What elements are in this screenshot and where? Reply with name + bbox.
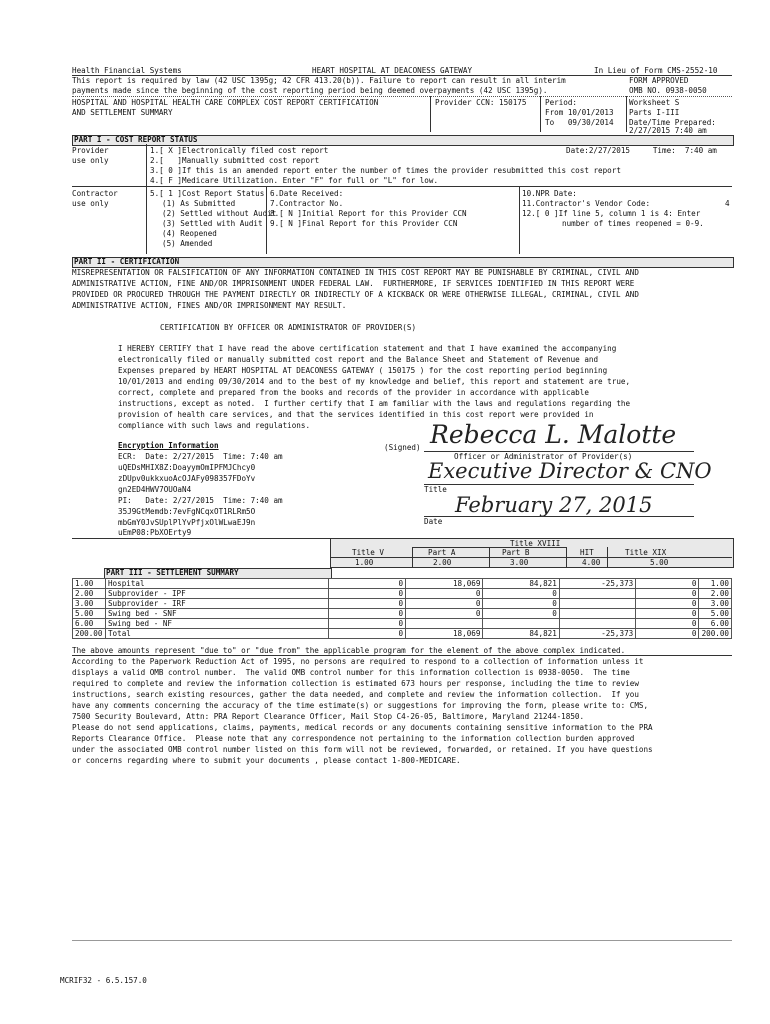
- ecr-line: ECR: Date: 2/27/2015 Time: 7:40 am: [118, 452, 283, 461]
- period-to: To 09/30/2014: [545, 118, 614, 127]
- c5-status: 5.[ 1 ]Cost Report Status: [150, 189, 265, 198]
- c12-reopened: 12.[ 0 ]If line 5, column 1 is 4: Enter: [522, 209, 701, 218]
- pi-code-2: mbGmY0JvSUplPlYvPfjxOlWLwaEJ9n: [118, 518, 256, 527]
- cert-line-4: 10/01/2013 and ending 09/30/2014 and to the best of my knowledge and belief, this report and statement are true,: [118, 377, 631, 386]
- header-right: In Lieu of Form CMS-2552-10: [594, 66, 718, 75]
- table-row: [73, 589, 732, 599]
- row-label: Total: [105, 629, 328, 639]
- row-value: 0: [636, 579, 699, 589]
- warning-line-4: ADMINISTRATIVE ACTION, FINES AND/OR IMPRISONMENT MAY RESULT.: [72, 301, 347, 310]
- c8-initial-report: 8.[ N ]Initial Report for this Provider CCN: [270, 209, 467, 218]
- row-label: Swing bed - SNF: [105, 609, 328, 619]
- paperwork-line: or concerns regarding where to submit your documents , please contact 1-800-MEDICARE.: [72, 756, 461, 765]
- col-part-a: Part A: [428, 548, 456, 557]
- c5-option-1: (1) As Submitted: [162, 199, 236, 208]
- row-value: 0: [636, 599, 699, 609]
- c6-date-received: 6.Date Received:: [270, 189, 344, 198]
- row-label: Hospital: [105, 579, 328, 589]
- paperwork-line: 7500 Security Boulevard, Attn: PRA Report Clearance Officer, Mail Stop C4-26-05, Baltimore, Maryland 21244-1850.: [72, 712, 585, 721]
- warning-line-3: PROVIDED OR PROCURED THROUGH THE PAYMENT DIRECTLY OR INDIRECTLY OF A KICKBACK OR WERE OTHERWISE ILLEGAL, CRIMINAL, CIVIL AND: [72, 290, 639, 299]
- footer-version: MCRIF32 - 6.5.157.0: [60, 976, 147, 985]
- row-value: 0: [636, 629, 699, 639]
- item4-utilization: 4.[ F ]Medicare Utilization. Enter "F" for full or "L" for low.: [150, 176, 439, 185]
- encryption-title: Encryption Information: [118, 441, 219, 450]
- cert-line-8: compliance with such laws and regulations.: [118, 421, 311, 430]
- c11-vendor-code: 11.Contractor's Vendor Code:: [522, 199, 651, 208]
- row-label: Subprovider - IPF: [105, 589, 328, 599]
- worksheet-label: Worksheet S: [629, 98, 680, 107]
- pi-code-3: uEmP08:PbXOErty9: [118, 528, 192, 537]
- col-title-v: Title V: [352, 548, 385, 557]
- cert-line-7: provision of health care services, and that the services identified in this cost report were provided in: [118, 410, 594, 419]
- worksheet-parts: Parts I-III: [629, 108, 680, 117]
- table-row: [73, 579, 732, 589]
- row-value: 0: [483, 609, 559, 619]
- col-num-1: 1.00: [355, 558, 374, 567]
- c5-option-2: (2) Settled without Audit: [162, 209, 277, 218]
- row-value: 0: [329, 599, 406, 609]
- c7-contractor-no: 7.Contractor No.: [270, 199, 344, 208]
- certification-title: HOSPITAL AND HOSPITAL HEALTH CARE COMPLEX COST REPORT CERTIFICATION: [72, 98, 379, 107]
- table-row: [73, 609, 732, 619]
- row-value: [406, 619, 483, 629]
- item3-amended: 3.[ 0 ]If this is an amended report enter the number of times the provider resubmitted this cost report: [150, 166, 621, 175]
- row-value: -25,373: [559, 579, 635, 589]
- header-law-line: This report is required by law (42 USC 1395g; 42 CFR 413.20(b)). Failure to report can result in all interim: [72, 76, 566, 85]
- paperwork-line: under the associated OMB control number listed on this form will not be reviewed, forwarded, or retained. If you have questions: [72, 745, 653, 754]
- row-value: 18,069: [406, 629, 483, 639]
- date-prepared-value: 2/27/2015 7:40 am: [629, 126, 707, 135]
- c9-final-report: 9.[ N ]Final Report for this Provider CCN: [270, 219, 458, 228]
- row-value: 0: [483, 599, 559, 609]
- col-num-2: 2.00: [433, 558, 452, 567]
- row-value: [559, 609, 635, 619]
- row-number: 5.00: [73, 609, 106, 619]
- col-num-5: 5.00: [650, 558, 669, 567]
- row-value: 0: [329, 619, 406, 629]
- row-number-right: 6.00: [699, 619, 732, 629]
- paperwork-line: Reports Clearance Office. Please note that any correspondence not pertaining to the information collection burden approved: [72, 734, 635, 743]
- c10-npr-date: 10.NPR Date:: [522, 189, 577, 198]
- row-number: 200.00: [73, 629, 106, 639]
- row-number: 3.00: [73, 599, 106, 609]
- form-approved: FORM APPROVED: [629, 76, 689, 85]
- c12-reopened-note: number of times reopened = 0-9.: [562, 219, 704, 228]
- ecr-code-1: uQEDsMHIX8Z:DoayymOmIPFMJChcy0: [118, 463, 256, 472]
- row-value: 0: [636, 609, 699, 619]
- warning-line-1: MISREPRESENTATION OR FALSIFICATION OF ANY INFORMATION CONTAINED IN THIS COST REPORT MAY BE PUNISHABLE BY CRIMINAL, CIVIL AND: [72, 268, 639, 277]
- row-value: [559, 619, 635, 629]
- date-label: Date: [424, 517, 443, 526]
- table-row: [73, 629, 732, 639]
- omb-number: OMB NO. 0938-0050: [629, 86, 707, 95]
- header-left: Health Financial Systems: [72, 66, 182, 75]
- certification-heading: CERTIFICATION BY OFFICER OR ADMINISTRATOR OF PROVIDER(S): [160, 323, 417, 332]
- settlement-summary-table: [72, 578, 732, 639]
- paperwork-line: Please do not send applications, claims, payments, medical records or any documents containing sensitive information to the PRA: [72, 723, 653, 732]
- paperwork-line: have any comments concerning the accuracy of the time estimate(s) or suggestions for improving the form, please write to: CMS,: [72, 701, 649, 710]
- row-value: 0: [329, 629, 406, 639]
- date-prepared-label: Date/Time Prepared:: [629, 118, 716, 127]
- row-value: 84,821: [483, 579, 559, 589]
- row-value: 0: [406, 589, 483, 599]
- title-xviii-header: Title XVIII: [510, 539, 561, 548]
- item1-date: Date:2/27/2015 Time: 7:40 am: [566, 146, 717, 155]
- row-number-right: 1.00: [699, 579, 732, 589]
- col-part-b: Part B: [502, 548, 530, 557]
- provider-ccn: Provider CCN: 150175: [435, 98, 527, 107]
- table-row: [73, 619, 732, 629]
- col-title-xix: Title XIX: [625, 548, 667, 557]
- row-value: [559, 589, 635, 599]
- paperwork-line: instructions, search existing resources, gather the data needed, and complete and review the information collection. If you: [72, 690, 639, 699]
- date-signature: February 27, 2015: [455, 493, 653, 517]
- row-number-right: 2.00: [699, 589, 732, 599]
- row-value: 0: [406, 609, 483, 619]
- c5-option-4: (4) Reopened: [162, 229, 217, 238]
- row-value: -25,373: [559, 629, 635, 639]
- col-num-4: 4.00: [582, 558, 601, 567]
- paperwork-line: displays a valid OMB control number. The valid OMB control number for this information collection is 0938-0050. The time: [72, 668, 630, 677]
- row-value: 0: [329, 589, 406, 599]
- ecr-code-2: zDUpv0ukkxuoAcOJAFy098357FDoYv: [118, 474, 256, 483]
- row-value: 0: [329, 579, 406, 589]
- row-number-right: 3.00: [699, 599, 732, 609]
- contractor-use-label-2: use only: [72, 199, 109, 208]
- row-number-right: 5.00: [699, 609, 732, 619]
- row-value: 18,069: [406, 579, 483, 589]
- row-value: 0: [483, 589, 559, 599]
- warning-line-2: ADMINISTRATIVE ACTION, FINE AND/OR IMPRISONMENT UNDER FEDERAL LAW. FURTHERMORE, IF SERVICES IDENTIFIED IN THIS REPORT WERE: [72, 279, 635, 288]
- row-label: Subprovider - IRF: [105, 599, 328, 609]
- title-signature: Executive Director & CNO: [428, 459, 712, 483]
- officer-signature: Rebecca L. Malotte: [430, 420, 677, 449]
- provider-use-label-2: use only: [72, 156, 109, 165]
- cert-line-5: correct, complete and prepared from the books and records of the provider in accordance with applicable: [118, 388, 589, 397]
- cert-line-1: I HEREBY CERTIFY that I have read the above certification statement and that I have examined the accompanying: [118, 344, 617, 353]
- row-value: 84,821: [483, 629, 559, 639]
- part1-title: PART I - COST REPORT STATUS: [74, 135, 198, 144]
- c5-option-5: (5) Amended: [162, 239, 213, 248]
- contractor-use-label: Contractor: [72, 189, 118, 198]
- period-label: Period:: [545, 98, 578, 107]
- certification-subtitle: AND SETTLEMENT SUMMARY: [72, 108, 173, 117]
- row-number: 1.00: [73, 579, 106, 589]
- part3-title: PART III - SETTLEMENT SUMMARY: [106, 568, 239, 577]
- row-value: 0: [636, 589, 699, 599]
- part2-title: PART II - CERTIFICATION: [74, 257, 180, 266]
- row-value: [559, 599, 635, 609]
- row-value: 0: [636, 619, 699, 629]
- row-value: [483, 619, 559, 629]
- row-label: Swing bed - NF: [105, 619, 328, 629]
- item2-manual: 2.[ ]Manually submitted cost report: [150, 156, 320, 165]
- row-value: 0: [406, 599, 483, 609]
- cert-line-6: instructions, except as noted. I further certify that I am familiar with the laws and regulations regarding the: [118, 399, 631, 408]
- cert-line-2: electronically filed or manually submitted cost report and the Balance Sheet and Statement of Revenue and: [118, 355, 599, 364]
- pi-code-1: 35J9GtMemdb:7evFgNCqxOT1RLRm5O: [118, 507, 256, 516]
- amounts-note: The above amounts represent "due to" or "due from" the applicable program for the element of the above complex indicated.: [72, 646, 626, 655]
- ecr-code-3: gn2ED4HWV7OUOaN4: [118, 485, 192, 494]
- officer-label: Officer or Administrator of Provider(s): [454, 452, 633, 461]
- col-hit: HIT: [580, 548, 594, 557]
- header-overpayments-line: payments made since the beginning of the cost reporting period being deemed overpayments (42 USC 1395g).: [72, 86, 548, 95]
- paperwork-line: required to complete and review the information collection is estimated 673 hours per response, including the time to review: [72, 679, 639, 688]
- cert-line-3: Expenses prepared by HEART HOSPITAL AT DEACONESS GATEWAY ( 150175 ) for the cost reporting period beginning: [118, 366, 608, 375]
- provider-use-label: Provider: [72, 146, 109, 155]
- c11-vendor-code-value: 4: [725, 199, 730, 208]
- row-number: 6.00: [73, 619, 106, 629]
- signed-label: (Signed): [384, 443, 421, 452]
- row-number: 2.00: [73, 589, 106, 599]
- title-label: Title: [424, 485, 447, 494]
- c5-option-3: (3) Settled with Audit: [162, 219, 263, 228]
- period-from: From 10/01/2013: [545, 108, 614, 117]
- header-center: HEART HOSPITAL AT DEACONESS GATEWAY: [312, 66, 473, 75]
- row-number-right: 200.00: [699, 629, 732, 639]
- table-row: [73, 599, 732, 609]
- item1-electronic: 1.[ X ]Electronically filed cost report: [150, 146, 329, 155]
- pi-line: PI: Date: 2/27/2015 Time: 7:40 am: [118, 496, 283, 505]
- row-value: 0: [329, 609, 406, 619]
- paperwork-line: According to the Paperwork Reduction Act of 1995, no persons are required to respond to a collection of information unless it: [72, 657, 644, 666]
- col-num-3: 3.00: [510, 558, 529, 567]
